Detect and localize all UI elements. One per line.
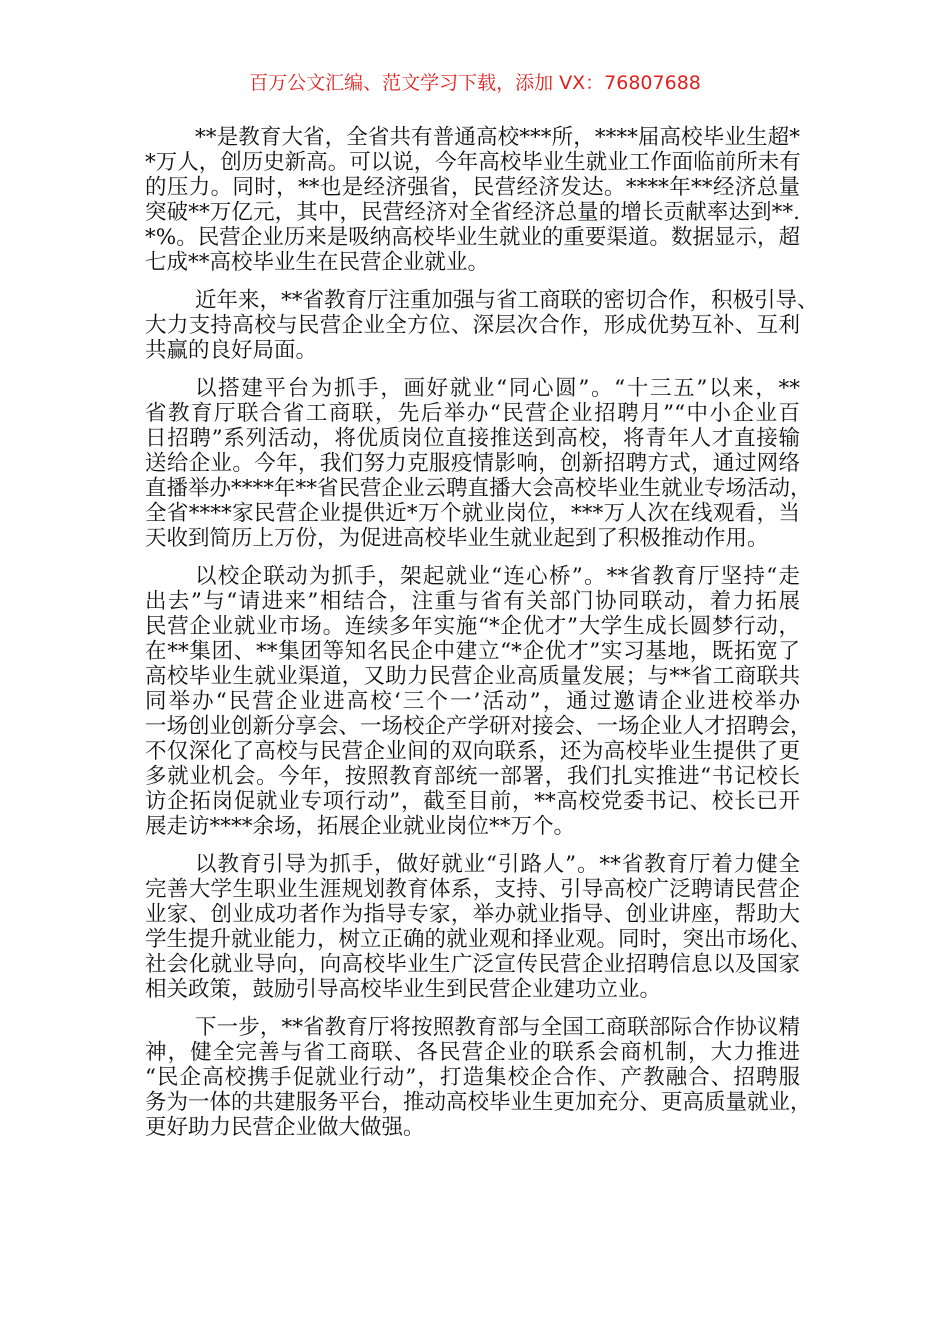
paragraph (145, 852, 812, 1002)
text-line: 以校企联动为抓手，架起就业“连心桥”。**省教育厅坚持“走 (195, 564, 800, 589)
text-line: 学生提升就业能力，树立正确的就业观和择业观。同时，突出市场化、 (145, 927, 812, 952)
text-line: 省教育厅联合省工商联，先后举办“民营企业招聘月”“中小企业百 (145, 401, 800, 426)
text-line: **是教育大省，全省共有普通高校***所，****届高校毕业生超* (195, 125, 800, 150)
text-line: 更好助力民营企业做大做强。 (145, 1115, 425, 1140)
text-line: 业家、创业成功者作为指导专家，举办就业指导、创业讲座，帮助大 (145, 902, 800, 927)
text-line: 完善大学生职业生涯规划教育体系，支持、引导高校广泛聘请民营企 (145, 877, 800, 902)
text-line: 神，健全完善与省工商联、各民营企业的联系会商机制，大力推进 (145, 1040, 800, 1065)
text-line: 出去”与“请进来”相结合，注重与省有关部门协同联动，着力拓展 (145, 589, 800, 614)
text-line: *万人，创历史新高。可以说，今年高校毕业生就业工作面临前所未有 (145, 150, 801, 175)
text-line: 访企拓岗促就业专项行动”，截至目前，**高校党委书记、校长已开 (145, 789, 800, 814)
paragraph (145, 376, 812, 551)
paragraph (145, 1015, 812, 1140)
text-line: *%。民营企业历来是吸纳高校毕业生就业的重要渠道。数据显示，超 (145, 225, 800, 250)
text-line: 直播举办****年**省民营企业云聘直播大会高校毕业生就业专场活动， (145, 476, 812, 501)
text-line: 大力支持高校与民营企业全方位、深层次合作，形成优势互补、互利 (145, 313, 800, 338)
text-line: 共赢的良好局面。 (145, 338, 318, 363)
document-body (145, 125, 819, 1153)
watermark-header: 百万公文汇编、范文学习下载，添加 VX：76807688 (249, 72, 701, 94)
text-line: 以教育引导为抓手，做好就业“引路人”。**省教育厅着力健全 (195, 852, 800, 877)
text-line: 近年来，**省教育厅注重加强与省工商联的密切合作，积极引导、 (195, 288, 819, 313)
text-line: 展走访****余场，拓展企业就业岗位**万个。 (145, 814, 576, 839)
text-line: 相关政策，鼓励引导高校毕业生到民营企业建功立业。 (145, 977, 662, 1002)
text-line: 在**集团、**集团等知名民企中建立“*企优才”实习基地，既拓宽了 (145, 639, 800, 664)
text-line: 下一步，**省教育厅将按照教育部与全国工商联部际合作协议精 (195, 1015, 800, 1040)
text-line: 天收到简历上万份，为促进高校毕业生就业起到了积极推动作用。 (145, 526, 769, 551)
text-line: 全省****家民营企业提供近*万个就业岗位，***万人次在线观看，当 (145, 501, 800, 526)
text-line: 同举办“民营企业进高校‘三个一’活动”，通过邀请企业进校举办 (145, 689, 800, 714)
text-line: 务为一体的共建服务平台，推动高校毕业生更加充分、更高质量就业， (145, 1090, 812, 1115)
text-line: 不仅深化了高校与民营企业间的双向联系，还为高校毕业生提供了更 (145, 739, 800, 764)
paragraph (145, 564, 812, 839)
text-line: 高校毕业生就业渠道，又助力民营企业高质量发展；与**省工商联共 (145, 664, 800, 689)
text-line: 多就业机会。今年，按照教育部统一部署，我们扎实推进“书记校长 (145, 764, 800, 789)
text-line: 日招聘”系列活动，将优质岗位直接推送到高校，将青年人才直接输 (145, 426, 800, 451)
text-line: 一场创业创新分享会、一场校企产学研对接会、一场企业人才招聘会， (145, 714, 812, 739)
paragraph (145, 125, 800, 275)
text-line: 送给企业。今年，我们努力克服疫情影响，创新招聘方式，通过网络 (145, 451, 800, 476)
text-line: 突破**万亿元，其中，民营经济对全省经济总量的增长贡献率达到**. (145, 200, 800, 225)
text-line: 民营企业就业市场。连续多年实施“*企优才”大学生成长圆梦行动， (145, 614, 800, 639)
text-line: 以搭建平台为抓手，画好就业“同心圆”。“十三五”以来，** (195, 376, 800, 401)
text-line: 七成**高校毕业生在民营企业就业。 (145, 250, 490, 275)
text-line: 社会化就业导向，向高校毕业生广泛宣传民营企业招聘信息以及国家 (145, 952, 800, 977)
paragraph (145, 288, 819, 363)
text-line: 的压力。同时，**也是经济强省，民营经济发达。****年**经济总量 (145, 175, 800, 200)
text-line: “民企高校携手促就业行动”，打造集校企合作、产教融合、招聘服 (145, 1065, 800, 1090)
